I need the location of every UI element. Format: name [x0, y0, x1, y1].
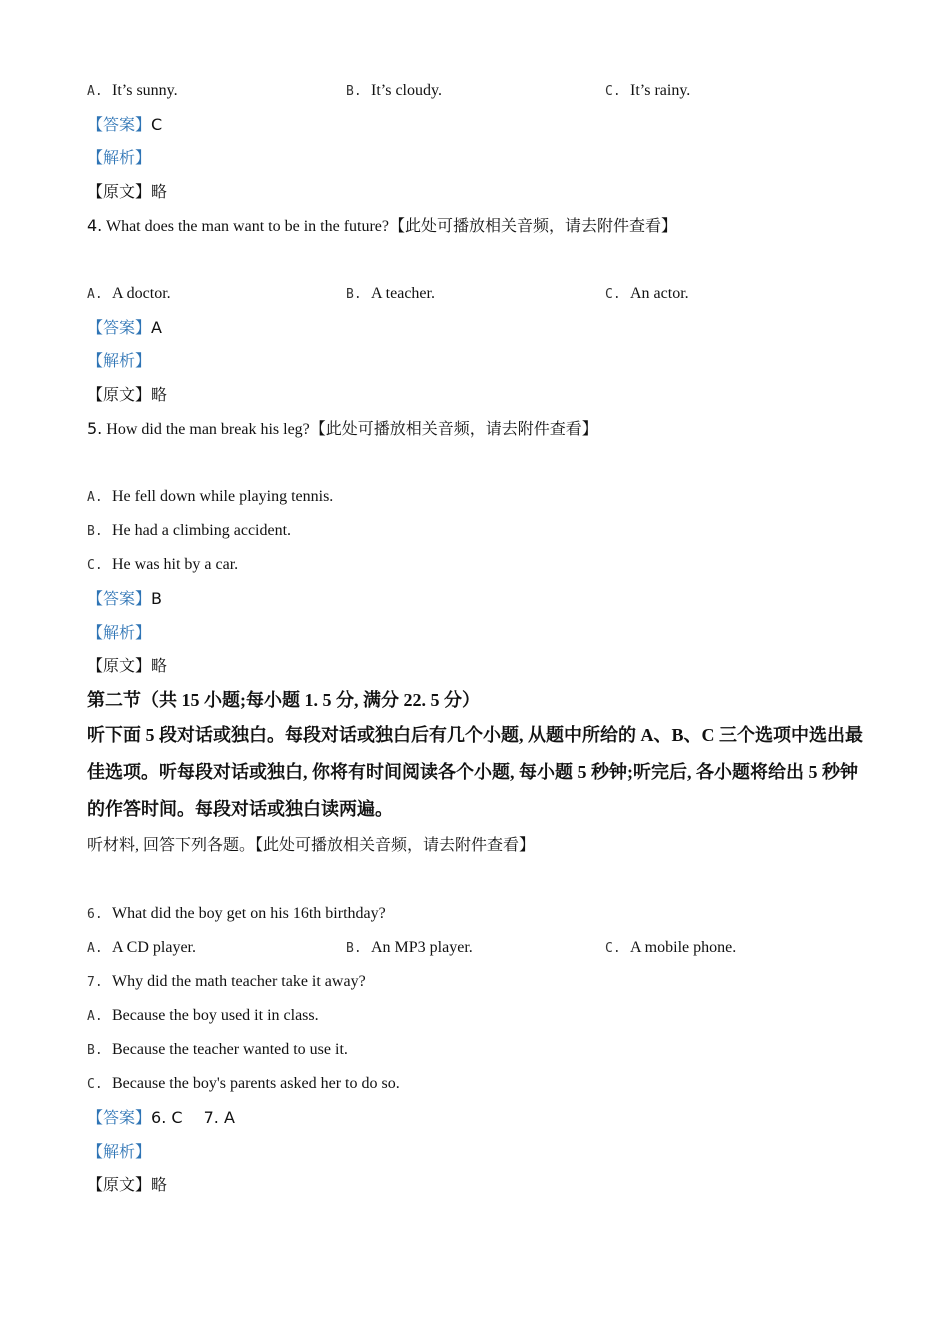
q4-answer [87, 317, 162, 340]
option-letter: C. [87, 1077, 103, 1092]
question-number: 5. [87, 419, 103, 438]
analysis-tag: 【解析】 [87, 353, 152, 370]
option-letter: A. [87, 941, 103, 956]
q6-option-c [605, 937, 736, 960]
original-text: 略 [151, 184, 168, 201]
option-letter: B. [346, 287, 362, 302]
answer-value: B [151, 589, 162, 608]
q3-option-a [87, 80, 178, 103]
original-text: 略 [151, 658, 168, 675]
option-text: He had a climbing accident. [112, 522, 292, 539]
analysis-tag: 【解析】 [87, 1144, 152, 1161]
original-tag: 【原文】 [87, 387, 152, 404]
q5-option-c [87, 554, 238, 577]
option-text: A doctor. [112, 285, 171, 302]
q5-option-b [87, 520, 291, 543]
q3-original [87, 182, 167, 204]
option-letter: B. [87, 524, 103, 539]
q6-stem [87, 903, 386, 926]
analysis-tag: 【解析】 [87, 625, 152, 642]
option-text: It’s sunny. [112, 82, 178, 99]
option-text: He was hit by a car. [112, 556, 239, 573]
original-tag: 【原文】 [87, 1177, 152, 1194]
q3-analysis [87, 148, 151, 170]
original-tag: 【原文】 [87, 184, 152, 201]
original-text: 略 [151, 1177, 168, 1194]
option-letter: C. [605, 84, 621, 99]
q4-stem [87, 215, 677, 238]
option-text: A CD player. [112, 939, 196, 956]
q4-option-a [87, 283, 171, 306]
q7-stem [87, 971, 366, 994]
q67-answer [87, 1107, 235, 1130]
option-text: It’s cloudy. [371, 82, 442, 99]
q5-original [87, 656, 167, 678]
answer-value: C [151, 115, 163, 134]
question-number: 6. [87, 907, 103, 922]
answer-tag: 【答案】 [87, 320, 152, 337]
q5-stem [87, 418, 598, 441]
q4-option-c [605, 283, 689, 306]
option-text: It’s rainy. [630, 82, 691, 99]
option-letter: A. [87, 1009, 103, 1024]
q7-option-b [87, 1039, 348, 1062]
answer-tag: 【答案】 [87, 1110, 152, 1127]
question-text: Why did the math teacher take it away? [112, 973, 366, 990]
q4-analysis [87, 351, 151, 373]
q5-answer [87, 588, 162, 611]
answer-tag: 【答案】 [87, 591, 152, 608]
q4-option-b [346, 283, 435, 306]
option-letter: C. [87, 558, 103, 573]
option-text: Because the boy's parents asked her to do so. [112, 1075, 400, 1092]
option-letter: B. [87, 1043, 103, 1058]
q67-analysis [87, 1142, 151, 1164]
option-letter: C. [605, 287, 621, 302]
option-text: A teacher. [371, 285, 435, 302]
option-text: Because the teacher wanted to use it. [112, 1041, 348, 1058]
answer-value: A [151, 318, 162, 337]
option-letter: A. [87, 287, 103, 302]
analysis-tag: 【解析】 [87, 150, 152, 167]
option-letter: A. [87, 84, 103, 99]
q3-answer [87, 114, 162, 137]
option-letter: B. [346, 84, 362, 99]
option-letter: C. [605, 941, 621, 956]
q3-option-b [346, 80, 442, 103]
audio-note: 听材料, 回答下列各题。【此处可播放相关音频，请去附件查看】 [87, 837, 536, 854]
original-tag: 【原文】 [87, 658, 152, 675]
option-text: Because the boy used it in class. [112, 1007, 319, 1024]
q67-original [87, 1175, 167, 1197]
option-text: He fell down while playing tennis. [112, 488, 334, 505]
q7-option-a [87, 1005, 319, 1028]
q5-option-a [87, 486, 333, 509]
option-text: An actor. [630, 285, 689, 302]
question-number: 4. [87, 216, 103, 235]
section-title: 第二节（共 15 小题;每小题 1. 5 分, 满分 22. 5 分） [87, 690, 480, 710]
option-letter: B. [346, 941, 362, 956]
q5-analysis [87, 623, 151, 645]
question-text: What did the boy get on his 16th birthday? [112, 905, 386, 922]
q6-option-b [346, 937, 473, 960]
section-instructions: 听下面 5 段对话或独白。每段对话或独白后有几个小题, 从题中所给的 A、B、C 三个选项中选出最佳选项。听每段对话或独白, 你将有时间阅读各个小题, 每小题 5 秒钟;听完后, 各小题将给出 5 秒钟的作答时间。每段对话或独白读两遍。 [87, 725, 863, 819]
original-text: 略 [151, 387, 168, 404]
q3-option-c [605, 80, 690, 103]
option-text: A mobile phone. [630, 939, 737, 956]
question-text: How did the man break his leg?【此处可播放相关音频，请去附件查看】 [102, 421, 598, 438]
q4-original [87, 385, 167, 407]
option-letter: A. [87, 490, 103, 505]
answer-value: 6. C 7. A [151, 1108, 235, 1127]
q7-option-c [87, 1073, 400, 1096]
answer-tag: 【答案】 [87, 117, 152, 134]
question-number: 7. [87, 975, 103, 990]
option-text: An MP3 player. [371, 939, 473, 956]
question-text: What does the man want to be in the future?【此处可播放相关音频，请去附件查看】 [102, 218, 677, 235]
q6-option-a [87, 937, 196, 960]
